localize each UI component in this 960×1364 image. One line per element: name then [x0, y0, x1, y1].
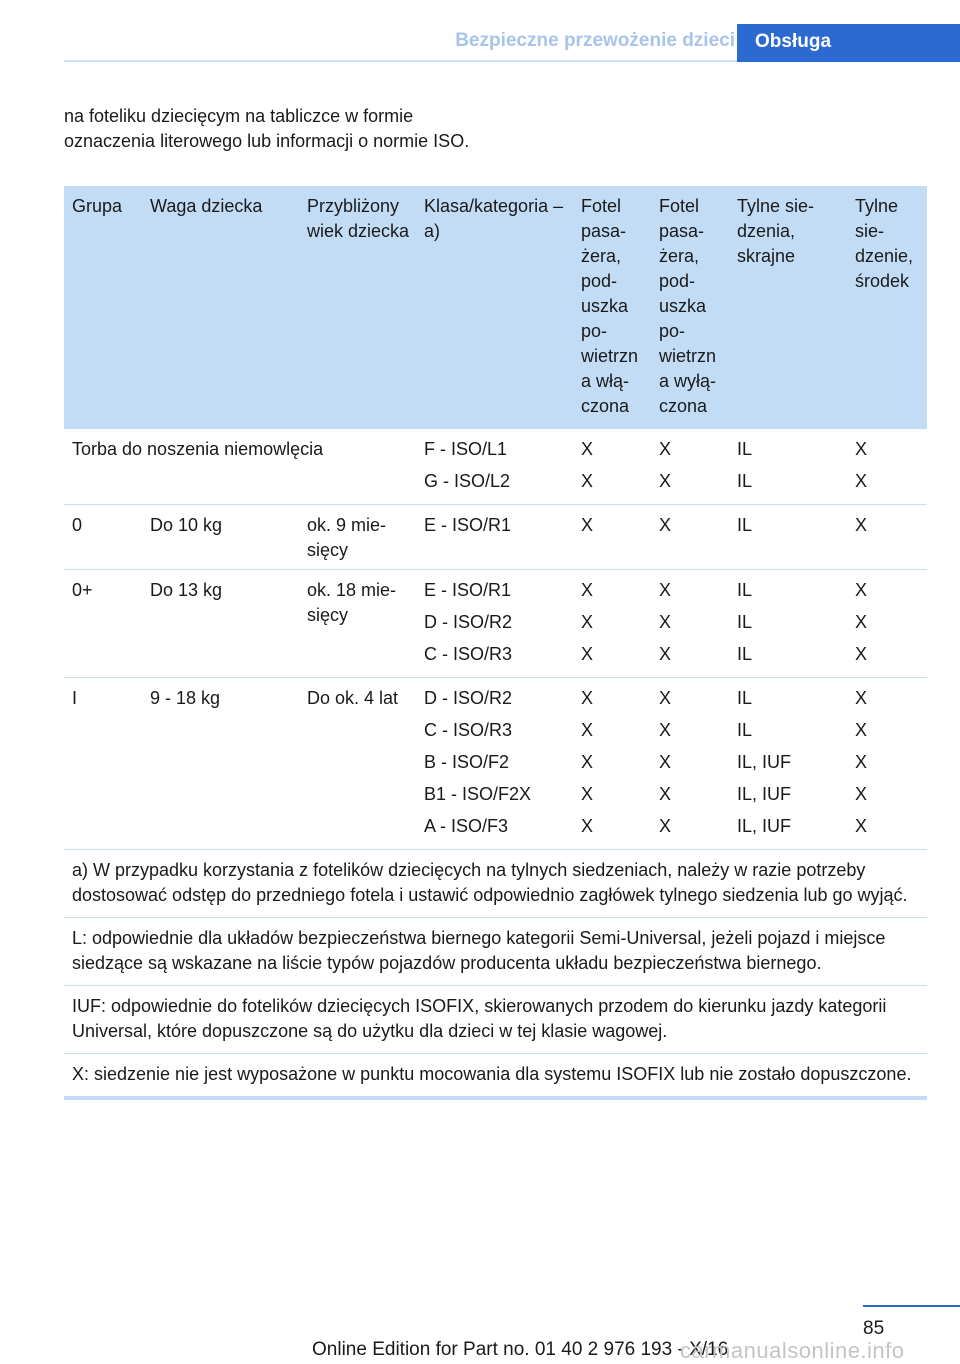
col-header-class: Klasa/kategoria – a)	[416, 186, 573, 429]
rear-center-cell: X X X	[847, 570, 927, 678]
class-cell: E - ISO/R1	[416, 505, 573, 570]
rear-outer-cell: IL IL	[729, 429, 847, 505]
age-cell: ok. 9 miesięcy	[299, 505, 416, 570]
table-note-row	[64, 850, 927, 918]
weight-cell: Do 13 kg	[142, 570, 299, 678]
weight-cell: 9 - 18 kg	[142, 678, 299, 850]
rear-outer-cell: IL IL IL, IUF IL, IUF IL, IUF	[729, 678, 847, 850]
age-cell: ok. 18 miesięcy	[299, 570, 416, 678]
chapter-tab[interactable]: Obsługa	[737, 24, 960, 62]
section-title: Bezpieczne przewożenie dzieci	[455, 30, 735, 51]
rear-center-cell: X X X X X	[847, 678, 927, 850]
footer-edition-text: Online Edition for Part no. 01 40 2 976 193 - X/16	[312, 1339, 729, 1360]
passenger-off-cell: X X	[651, 429, 729, 505]
group-cell: 0+	[64, 570, 142, 678]
table-row	[64, 570, 927, 678]
child-seat-table	[64, 186, 927, 1100]
rear-center-cell: X X	[847, 429, 927, 505]
table-row	[64, 678, 927, 850]
passenger-on-cell: X X	[573, 429, 651, 505]
passenger-off-cell: X X X	[651, 570, 729, 678]
passenger-on-cell: X X X X X	[573, 678, 651, 850]
class-cell: E - ISO/R1 D - ISO/R2 C - ISO/R3	[416, 570, 573, 678]
note-a: a) W przypadku korzystania z fotelików dziecięcych na tylnych siedzeniach, należy w razie potrzeby dostosować odstęp do przedniego fotela i ustawić odpowiednio zagłówek tylnego siedzenia lub go wyjąć.	[64, 850, 927, 918]
col-header-weight: Waga dziecka	[142, 186, 299, 429]
class-cell: D - ISO/R2 C - ISO/R3 B - ISO/F2 B1 - ISO/F2X A - ISO/F3	[416, 678, 573, 850]
col-header-passenger-airbag-off: Fotel pasażera, poduszka powietrzn a wyłączona	[651, 186, 729, 429]
col-header-passenger-airbag-on: Fotel pasażera, poduszka powietrzn a włączona	[573, 186, 651, 429]
weight-cell: Do 10 kg	[142, 505, 299, 570]
table-row	[64, 505, 927, 570]
col-header-group: Grupa	[64, 186, 142, 429]
rear-outer-cell: IL IL IL	[729, 570, 847, 678]
note-iuf: IUF: odpowiednie do fotelików dziecięcych ISOFIX, skierowanych przodem do kierunku jazdy kategorii Universal, które dopuszczone są do użytku dla dzieci w tej klasie wagowej.	[64, 986, 927, 1054]
table-note-row	[64, 1054, 927, 1099]
page-number-rule	[863, 1305, 960, 1307]
note-x: X: siedzenie nie jest wyposażone w punktu mocowania dla systemu ISOFIX lub nie zostało dopuszczone.	[64, 1054, 927, 1099]
col-header-rear-center: Tylne siedzenie, środek	[847, 186, 927, 429]
group-cell: 0	[64, 505, 142, 570]
group-label: Torba do noszenia niemowlęcia	[64, 429, 416, 505]
class-cell: F - ISO/L1 G - ISO/L2	[416, 429, 573, 505]
page-number: 85	[863, 1318, 885, 1339]
note-l: L: odpowiednie dla układów bezpieczeństwa biernego kategorii Semi-Universal, jeżeli pojazd i miejsce siedzące są wskazane na liście typów pojazdów producenta układu bezpieczeństwa biernego.	[64, 918, 927, 986]
passenger-on-cell: X	[573, 505, 651, 570]
passenger-off-cell: X X X X X	[651, 678, 729, 850]
table-header-row	[64, 186, 927, 429]
rear-outer-cell: IL	[729, 505, 847, 570]
table-row	[64, 429, 927, 505]
passenger-on-cell: X X X	[573, 570, 651, 678]
watermark: carmanualsonline.info	[680, 1338, 905, 1363]
table-note-row	[64, 918, 927, 986]
passenger-off-cell: X	[651, 505, 729, 570]
table-note-row	[64, 986, 927, 1054]
col-header-age: Przybliżony wiek dziecka	[299, 186, 416, 429]
group-cell: I	[64, 678, 142, 850]
col-header-rear-outer: Tylne siedzenia, skrajne	[729, 186, 847, 429]
age-cell: Do ok. 4 lat	[299, 678, 416, 850]
rear-center-cell: X	[847, 505, 927, 570]
intro-paragraph: na foteliku dziecięcym na tabliczce w formie oznaczenia literowego lub informacji o normie ISO.	[64, 106, 470, 151]
